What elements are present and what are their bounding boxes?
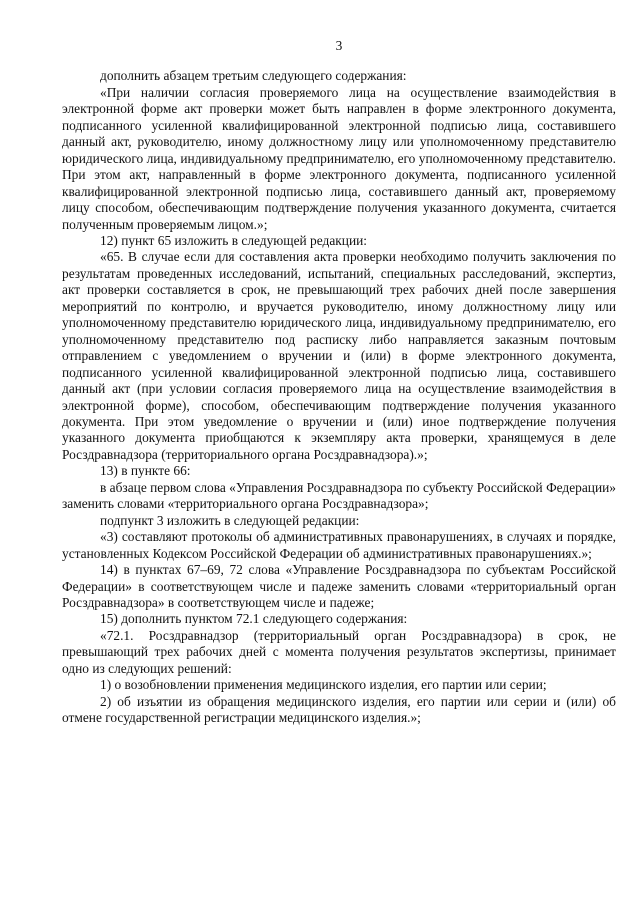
- page-number: 3: [335, 38, 343, 53]
- paragraph: 13) в пункте 66:: [100, 463, 191, 479]
- paragraph: в абзаце первом слова «Управления Росздравнадзора по субъекту Российской Федерации» заменить словами «территориального органа Росздравнадзора»;: [62, 479, 616, 512]
- paragraph: 12) пункт 65 изложить в следующей редакции:: [100, 232, 368, 248]
- document-body: [62, 68, 616, 726]
- paragraph: дополнить абзацем третьим следующего содержания:: [100, 68, 407, 84]
- paragraph: 15) дополнить пунктом 72.1 следующего содержания:: [100, 611, 408, 627]
- paragraph: «72.1. Росздравнадзор (территориальный орган Росздравнадзора) в срок, не превышающий трех рабочих дней с момента получения результатов экспертизы, принимает одно из следующих решений:: [62, 627, 616, 676]
- paragraph: 2) об изъятии из обращения медицинского изделия, его партии или серии и (или) об отмене государственной регистрации медицинского изделия.»;: [62, 693, 616, 726]
- paragraph: «При наличии согласия проверяемого лица на осуществление взаимодействия в электронной форме акт проверки может быть направлен в форме электронного документа, подписанного усиленной квалифицированной электронной подписью лица, составившего данный акт, руководителю, иному должностному лицу или уполномоченному представителю юридического лица, индивидуальному предпринимателю, его уполномоченному представителю. При этом акт, направленный в форме электронного документа, подписанного усиленной квалифицированной электронной подписью лица, составившего данный акт, проверяемому лицу способом, обеспечивающим подтверждение получения указанного документа, считается полученным проверяемым лицом.»;: [62, 84, 616, 232]
- paragraph: «3) составляют протоколы об административных правонарушениях, в случаях и порядке, установленных Кодексом Российской Федерации об административных правонарушениях.»;: [62, 529, 616, 561]
- paragraph: подпункт 3 изложить в следующей редакции:: [100, 512, 360, 528]
- paragraph: «65. В случае если для составления акта проверки необходимо получить заключения по результатам проведенных исследований, испытаний, специальных расследований, экспертиз, акт проверки составляется в срок, не превышающий трех рабочих дней после завершения мероприятий по контролю, и вручается руководителю, иному должностному лицу или уполномоченному представителю юридического лица, индивидуальному предпринимателю, его уполномоченному представителю под расписку либо направляется заказным почтовым отправлением с уведомлением о вручении и (или) в форме электронного документа, подписанного усиленной квалифицированной электронной подписью лица, составившего данный акт (при условии согласия проверяемого лица на осуществление взаимодействия в электронной форме), способом, обеспечивающим подтверждение получения указанного документа. При этом уведомление о вручении и (или) иное подтверждение получения указанного документа приобщаются к экземпляру акта проверки, хранящемуся в деле Росздравнадзора (территориального органа Росздравнадзора).»;: [62, 249, 616, 462]
- paragraph: 1) о возобновлении применения медицинского изделия, его партии или серии;: [100, 677, 547, 693]
- paragraph: 14) в пунктах 67–69, 72 слова «Управление Росздравнадзора по субъектам Российской Федерации» в соответствующем числе и падеже заменить словами «территориальный орган Росздравнадзора» в соответствующем числе и падеже;: [62, 562, 616, 610]
